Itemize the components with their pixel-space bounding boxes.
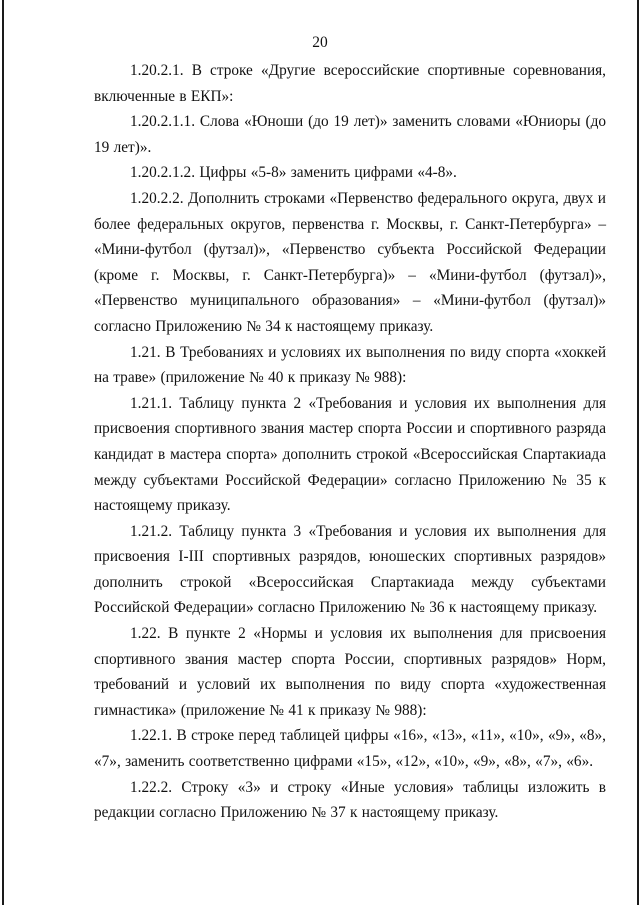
paragraph-1-20-2-1-2: 1.20.2.1.2. Цифры «5-8» заменить цифрами «4-8». [130,164,457,182]
paragraph-1-21-1: 1.21.1. Таблицу пункта 2 «Требования и условия их выполнения для присвоения спортивного звания мастер спорта России и спортивного разряда кандидат в мастера спорта» дополнить строкой «Всероссийская Спартакиада между субъектами Российской Федерации» согласно Приложению № 35 к настоящему приказу. [94,394,606,515]
paragraph-1-20-2-2: 1.20.2.2. Дополнить строками «Первенство федерального округа, двух и более федеральных округов, первенства г. Москвы, г. Санкт-Петербурга» – «Мини-футбол (футзал)», «Первенство субъекта Российской Федерации (кроме г. Москвы, г. Санкт-Петербурга)» – «Мини-футбол (футзал)», «Первенство муниципального образования» – «Мини-футбол (футзал)» согласно Приложению № 34 к настоящему приказу. [94,189,606,335]
paragraph-1-22-2: 1.22.2. Строку «3» и строку «Иные условия» таблицы изложить в редакции согласно Приложению № 37 к настоящему приказу. [94,778,606,822]
paragraph-1-22-1: 1.22.1. В строке перед таблицей цифры «16», «13», «11», «10», «9», «8», «7», заменить соответственно цифрами «15», «12», «10», «9», «8», «7», «6». [94,727,606,771]
document-body [94,58,606,826]
paragraph-1-22: 1.22. В пункте 2 «Нормы и условия их выполнения для присвоения спортивного звания мастер спорта России, спортивных разрядов» Норм, требований и условий их выполнения по виду спорта «художественная гимнастика» (приложение № 41 к приказу № 988): [94,625,606,719]
scan-edge-right [637,0,639,905]
paragraph-1-21: 1.21. В Требованиях и условиях их выполнения по виду спорта «хоккей на траве» (приложение № 40 к приказу № 988): [94,343,606,387]
paragraph-1-21-2: 1.21.2. Таблицу пункта 3 «Требования и условия их выполнения для присвоения I-III спортивных разрядов, юношеских спортивных разрядов» дополнить строкой «Всероссийская Спартакиада между субъектами Российской Федерации» согласно Приложению № 36 к настоящему приказу. [94,522,606,617]
paragraph-1-20-2-1: 1.20.2.1. В строке «Другие всероссийские спортивные соревнования, включенные в ЕКП»: [94,62,606,105]
paragraph-1-20-2-1-1: 1.20.2.1.1. Слова «Юноши (до 19 лет)» заменить словами «Юниоры (до 19 лет)». [94,113,606,156]
scan-edge-left [2,0,4,905]
page-number: 20 [312,34,328,51]
